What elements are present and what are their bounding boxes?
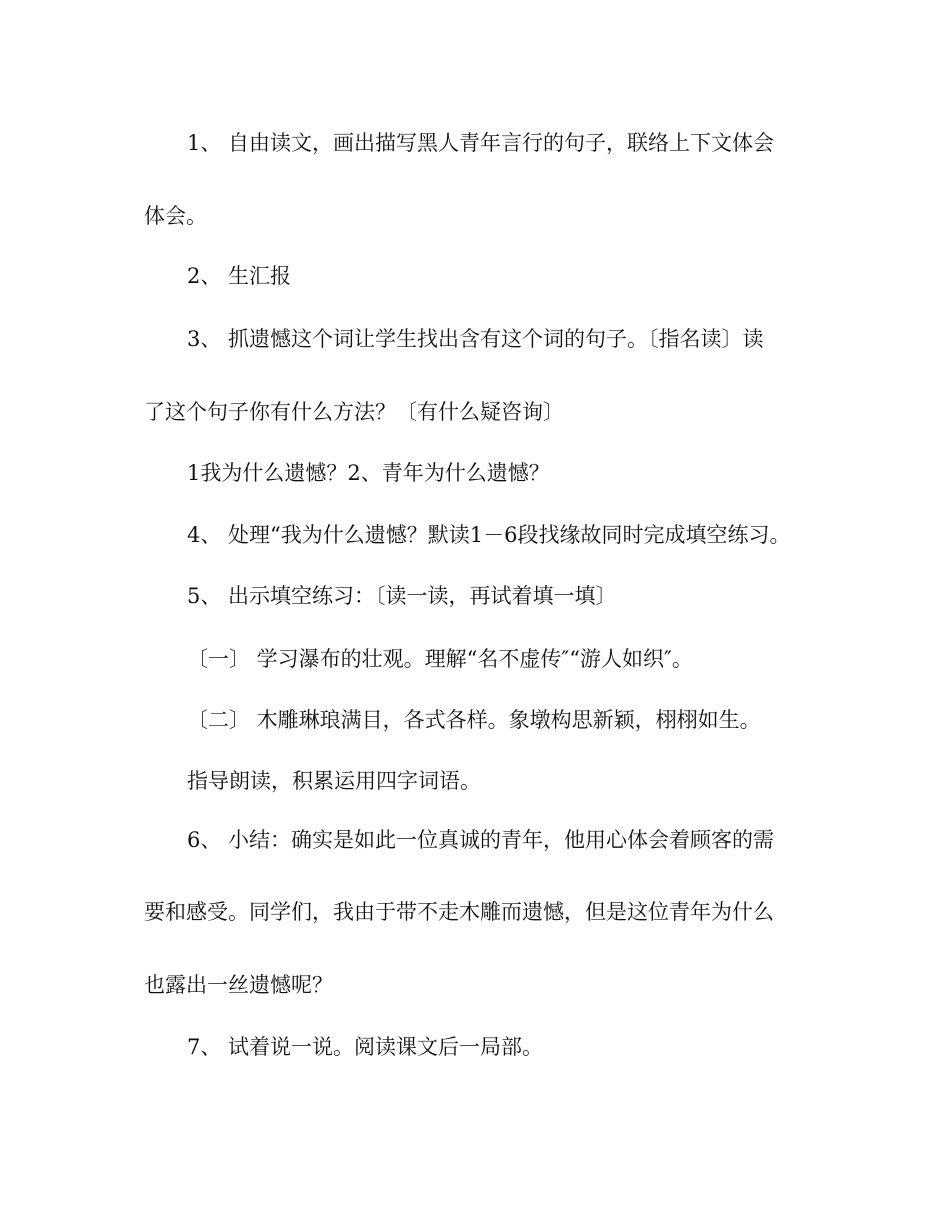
text-line: 2、 生汇报 <box>187 264 292 288</box>
text-line: 要和感受。同学们，我由于带不走木雕而遗憾，但是这位青年为什么 <box>144 900 774 924</box>
text-line: 也露出一丝遗憾呢？ <box>144 973 333 997</box>
text-line: 〔一〕 学习瀑布的壮观。理解“名不虚传″“游人如织″。 <box>187 647 693 671</box>
text-line: 5、 出示填空练习：〔读一读，再试着填一填〕 <box>187 584 617 608</box>
text-line: 了这个句子你有什么方法？〔有什么疑咨询〕 <box>144 400 564 424</box>
text-line: 1、 自由读文，画出描写黑人青年言行的句子，联络上下文体会 <box>187 131 775 155</box>
text-line: 6、 小结：确实是如此一位真诚的青年，他用心体会着顾客的需 <box>187 828 775 852</box>
text-line: 7、 试着说一说。阅读课文后一局部。 <box>187 1035 544 1059</box>
text-line: 体会。 <box>144 204 207 228</box>
text-line: 4、 处理“我为什么遗憾？默读1－6段找缘故同时完成填空练习。 <box>187 523 791 547</box>
text-line: 〔二〕 木雕琳琅满目，各式各样。象墩构思新颖，栩栩如生。 <box>187 708 761 732</box>
text-line: 3、 抓遗憾这个词让学生找出含有这个词的句子。〔指名读〕读 <box>187 327 764 351</box>
text-line: 指导朗读，积累运用四字词语。 <box>187 769 481 793</box>
text-line: 1我为什么遗憾？2、青年为什么遗憾？ <box>187 461 550 485</box>
